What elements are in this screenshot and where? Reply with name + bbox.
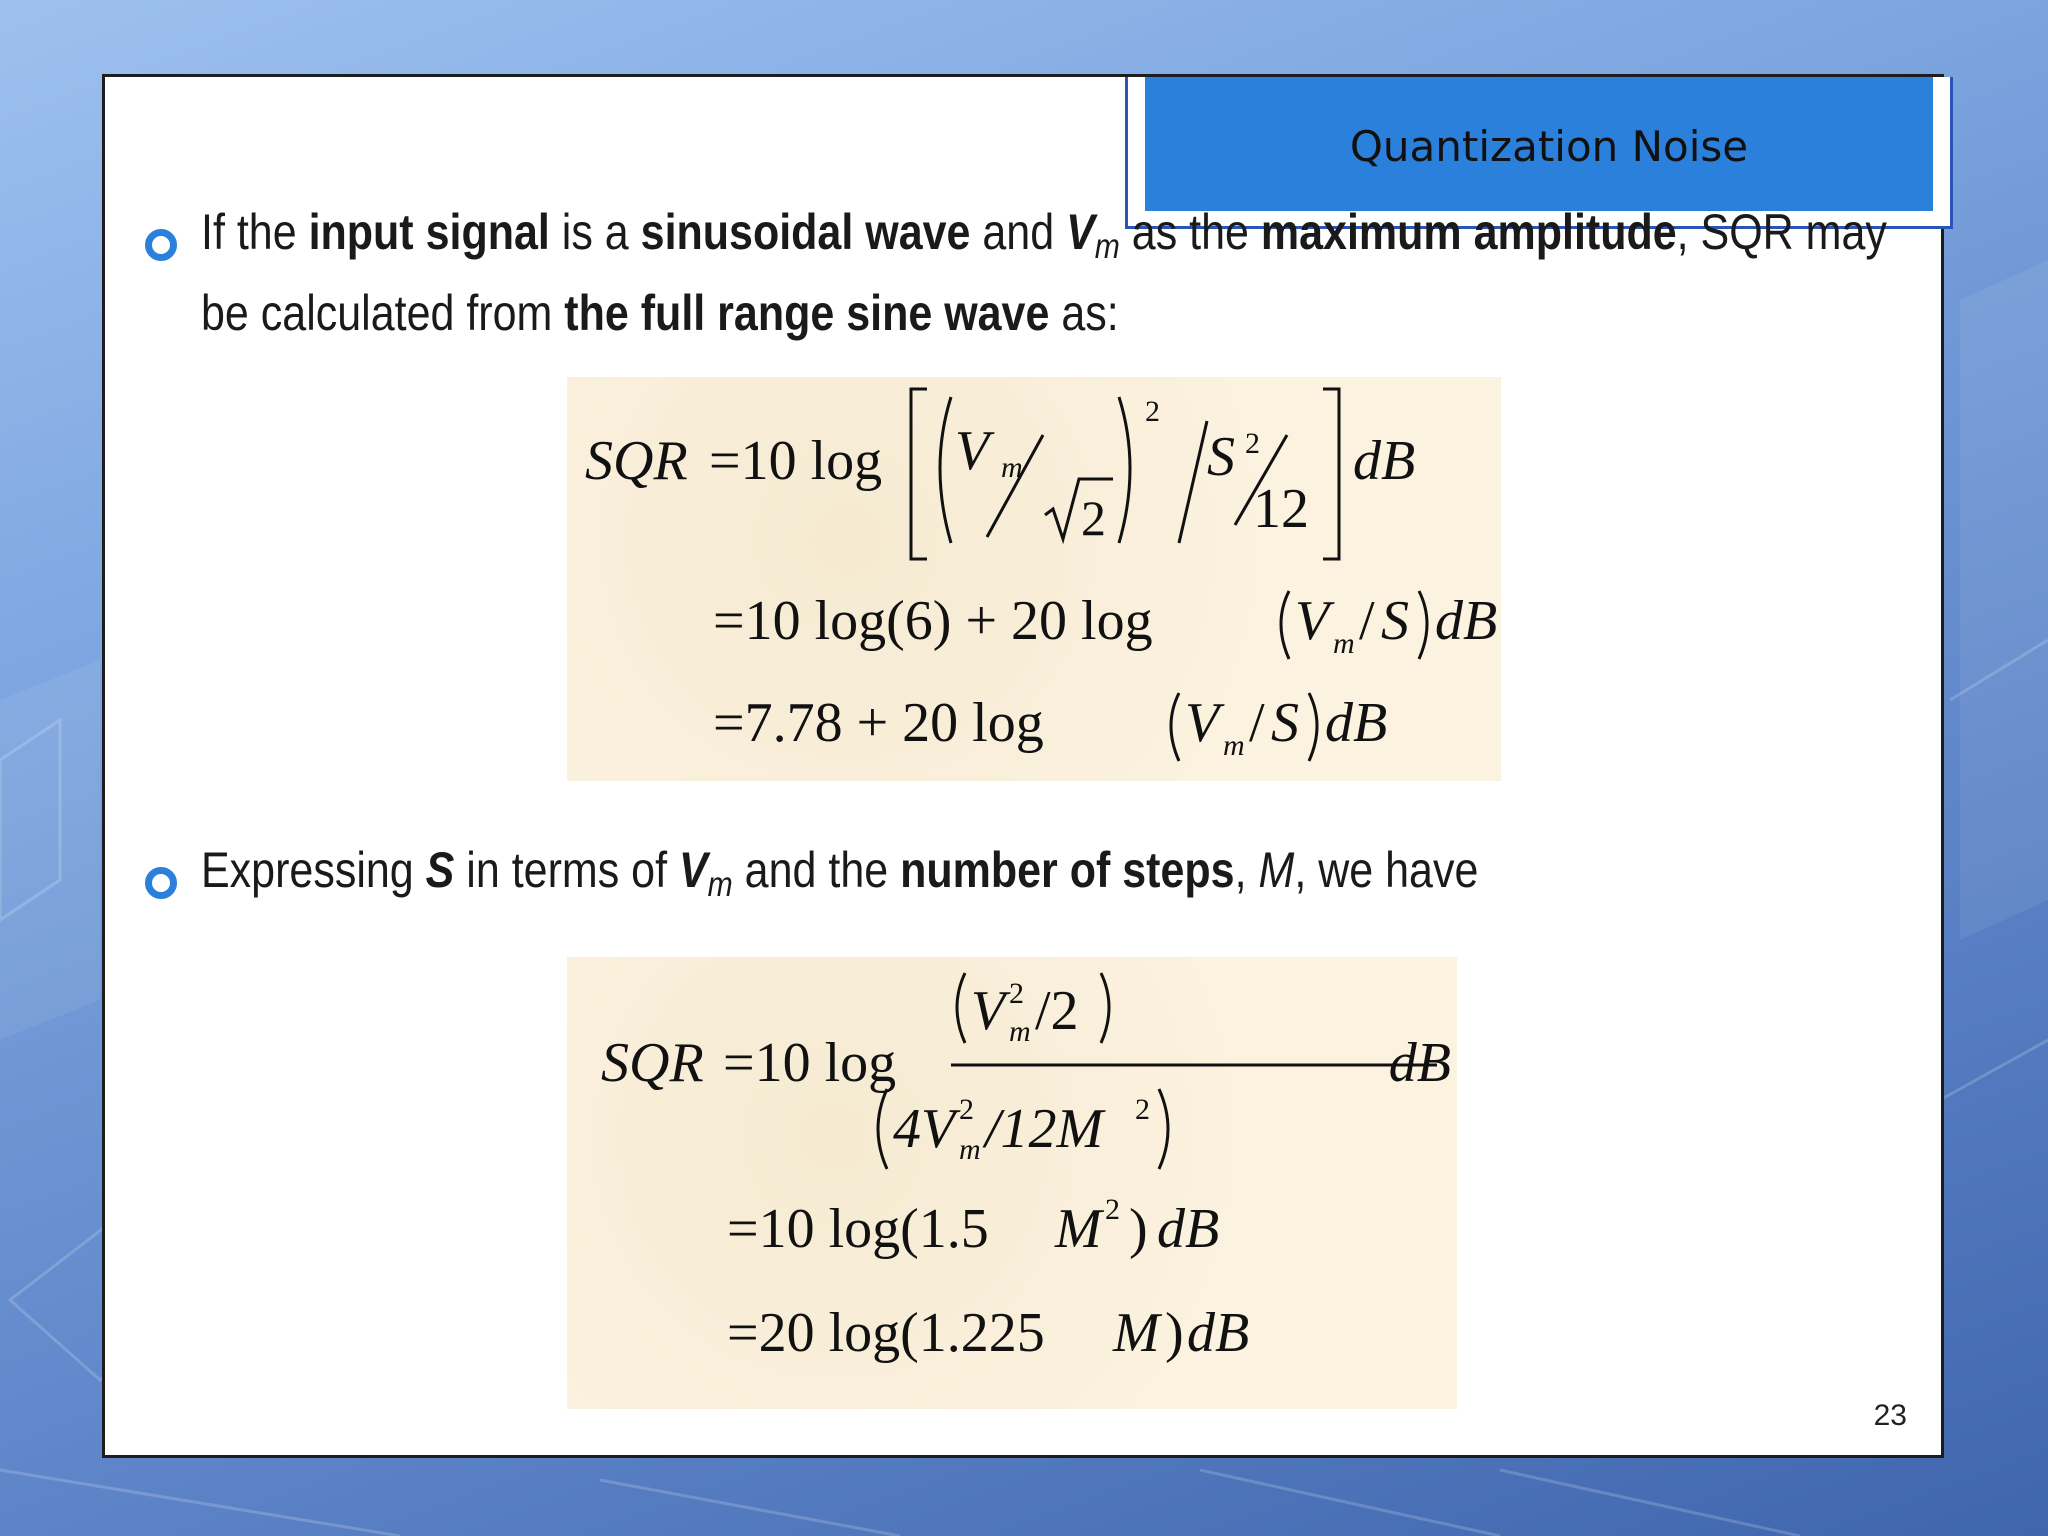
svg-text:2: 2 (959, 1093, 974, 1126)
svg-text:m: m (1001, 451, 1023, 484)
svg-text:m: m (1333, 627, 1355, 660)
eq1-line2: =10 log(6) + 20 log (713, 590, 1153, 652)
svg-text:4V: 4V (893, 1098, 956, 1160)
svg-text:2: 2 (1245, 427, 1260, 460)
svg-text:/: / (1359, 590, 1375, 652)
slide-title: Quantization Noise (1349, 121, 1749, 171)
svg-text:V: V (955, 420, 990, 482)
svg-text:V: V (971, 980, 1006, 1042)
svg-text:2: 2 (1105, 1193, 1120, 1226)
svg-text:2: 2 (1135, 1093, 1150, 1126)
equation-sqr-sine (567, 377, 1501, 781)
bullet-icon (145, 867, 177, 899)
title-bar (1145, 77, 1933, 211)
svg-text:dB: dB (1187, 1302, 1250, 1364)
svg-text:M: M (1055, 1198, 1102, 1260)
eq2-lhs: SQR (601, 1032, 704, 1094)
svg-text:dB: dB (1388, 1032, 1451, 1094)
svg-text:S: S (1271, 692, 1299, 754)
svg-text:2: 2 (1009, 977, 1024, 1010)
svg-text:/2: /2 (1035, 980, 1079, 1042)
eq1-eq: =10 log (709, 430, 883, 492)
svg-text:/: / (1249, 692, 1265, 754)
svg-text:V: V (1185, 692, 1220, 754)
svg-text:S: S (1381, 590, 1409, 652)
svg-text:2: 2 (1145, 395, 1160, 428)
svg-text:dB: dB (1157, 1198, 1220, 1260)
svg-text:S: S (1207, 426, 1235, 488)
eq1-lhs: SQR (585, 430, 688, 492)
svg-text:m: m (1009, 1015, 1031, 1048)
svg-text:12: 12 (1253, 478, 1309, 540)
bullet-1-text: If the input signal is a sinusoidal wave and $V_m$ as the maximum amplitude, SQR may be calculated from the full range sine wave as: (201, 204, 1887, 341)
eq1-line3: =7.78 + 20 log (713, 692, 1044, 754)
svg-text:): ) (1129, 1198, 1148, 1260)
eq2-line3: =20 log(1.225 (727, 1302, 1045, 1364)
eq2-eq: =10 log (723, 1032, 897, 1094)
svg-text:dB: dB (1435, 590, 1498, 652)
svg-text:/12M: /12M (985, 1098, 1104, 1160)
svg-text:dB: dB (1325, 692, 1388, 754)
svg-text:V: V (1295, 590, 1330, 652)
svg-text:2: 2 (1081, 490, 1106, 546)
svg-text:dB: dB (1353, 430, 1416, 492)
eq2-line2: =10 log(1.5 (727, 1198, 989, 1260)
bullet-2-text: Expressing S in terms of $V_m$ and the number of steps, M, we have (201, 842, 1479, 904)
svg-text:m: m (959, 1133, 981, 1166)
slide-content-frame (102, 74, 1944, 1458)
svg-text:): ) (1165, 1302, 1184, 1364)
page-number: 23 (1873, 1399, 1907, 1432)
bullet-icon (145, 229, 177, 261)
equation-sqr-steps (567, 957, 1457, 1409)
svg-text:M: M (1113, 1302, 1160, 1364)
svg-text:m: m (1223, 729, 1245, 762)
